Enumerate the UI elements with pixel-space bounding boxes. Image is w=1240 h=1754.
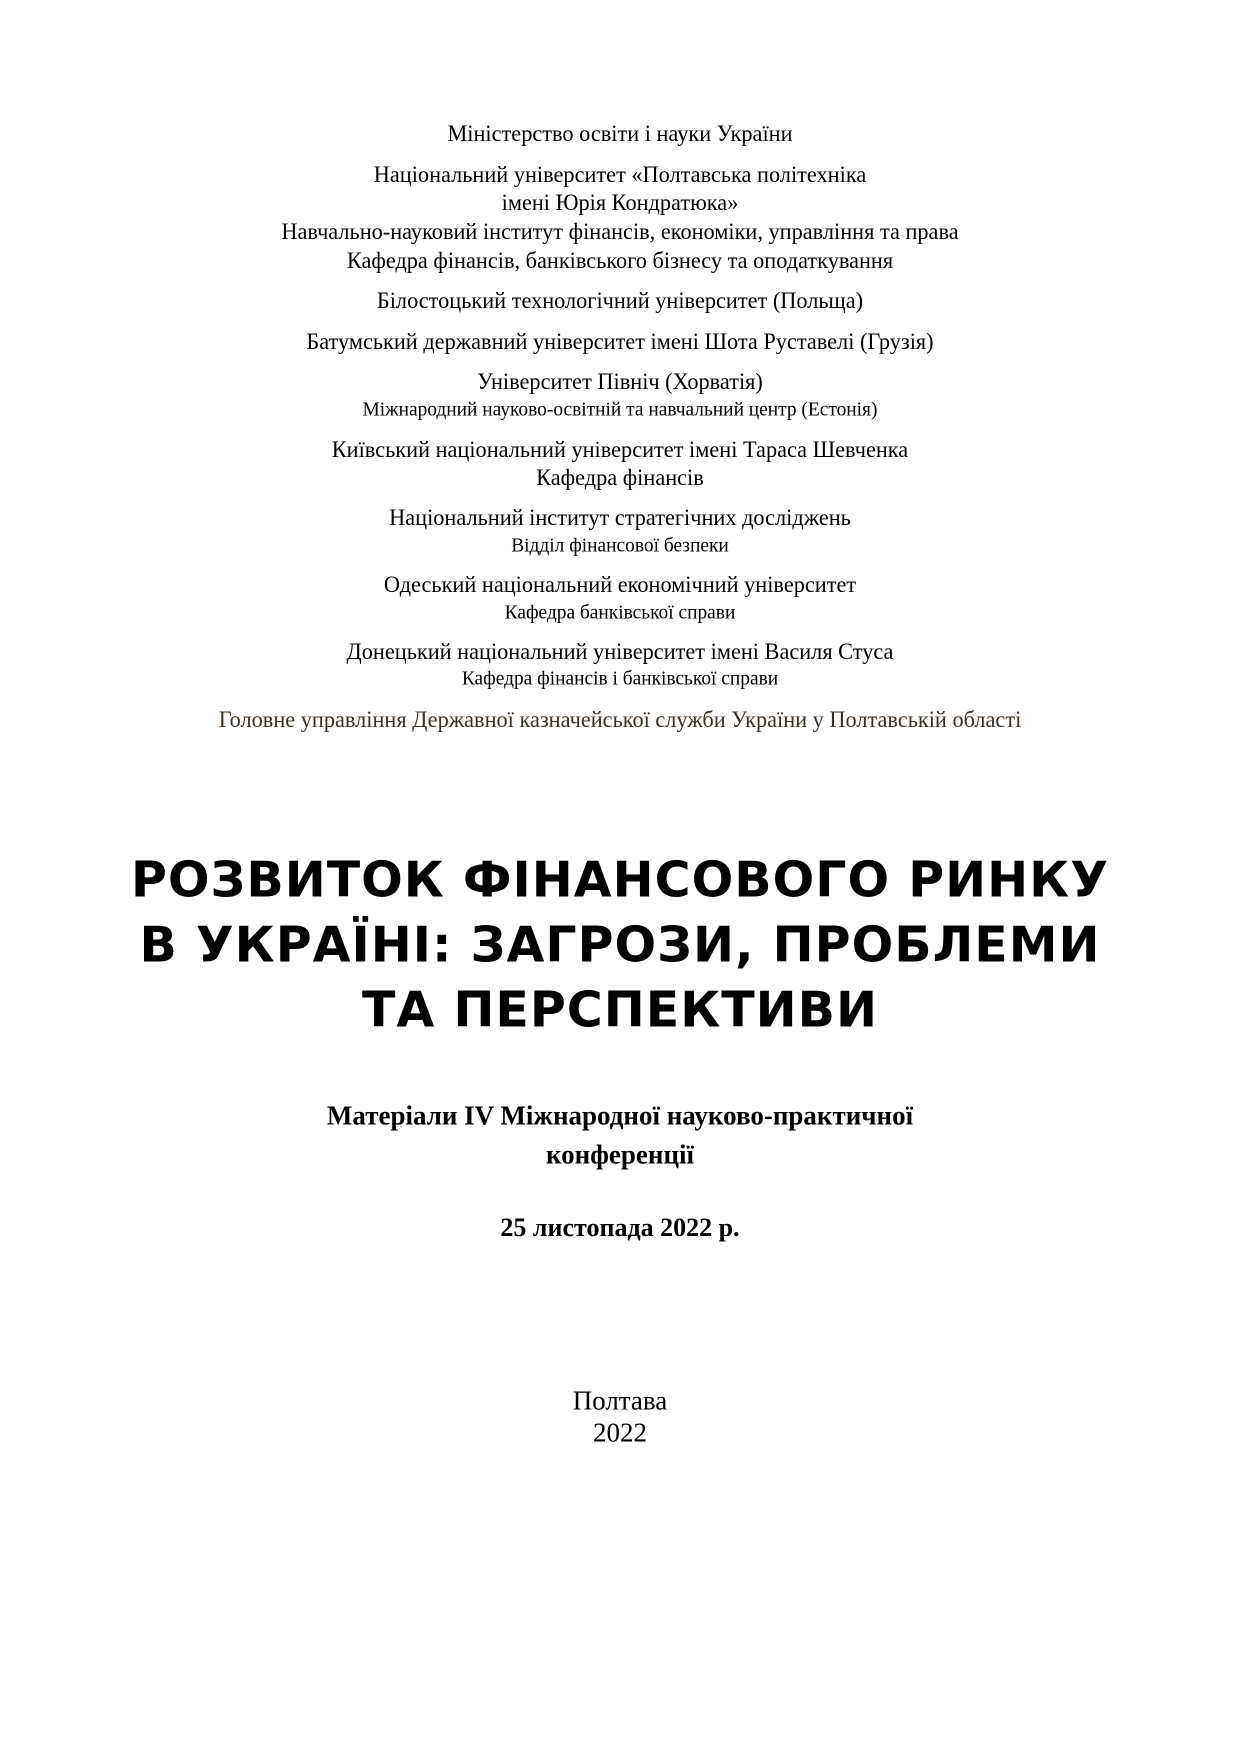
- institution-line: Донецький національний університет імені Василя Стуса: [346, 639, 894, 664]
- city: Полтава: [572, 1385, 668, 1416]
- title-line: ТА ПЕРСПЕКТИВИ: [361, 981, 879, 1039]
- institution-line: Білостоцький технологічний університет (Польща): [376, 288, 864, 313]
- title-line: В УКРАЇНІ: ЗАГРОЗИ, ПРОБЛЕМИ: [139, 916, 1101, 974]
- year: 2022: [593, 1417, 647, 1448]
- department-line: Відділ фінансової безпеки: [511, 534, 729, 557]
- subtitle-line: конференції: [545, 1139, 695, 1170]
- subtitle-line: Матеріали IV Міжнародної науково-практичної: [326, 1100, 914, 1131]
- conference-date: 25 листопада 2022 р.: [500, 1213, 740, 1242]
- department-line: Кафедра фінансів і банківської справи: [461, 667, 779, 690]
- institution-line: Міжнародний науково-освітній та навчальний центр (Естонія): [362, 398, 878, 421]
- institution-line: Батумський державний університет імені Шота Руставелі (Грузія): [306, 329, 934, 354]
- ministry: Міністерство освіти і науки України: [447, 121, 793, 146]
- institution-line: Національний інститут стратегічних досліджень: [389, 505, 851, 530]
- department-line: Кафедра банківської справи: [504, 601, 736, 624]
- institution-line: Університет Північ (Хорватія): [477, 369, 763, 394]
- department-line: Кафедра фінансів, банківського бізнесу та оподаткування: [346, 248, 894, 273]
- title-line: РОЗВИТОК ФІНАНСОВОГО РИНКУ: [130, 851, 1109, 909]
- institution-line: Одеський національний економічний університет: [383, 572, 857, 597]
- institution-line: Київський національний університет імені Тараса Шевченка: [331, 437, 909, 462]
- treasury-line: Головне управління Державної казначейської служби України у Полтавській області: [218, 707, 1022, 732]
- institution-line: Національний університет «Полтавська політехніка: [373, 162, 867, 187]
- department-line: Кафедра фінансів: [536, 465, 704, 490]
- institution-line: Навчально-науковий інститут фінансів, економіки, управління та права: [281, 219, 959, 244]
- institution-line: імені Юрія Кондратюка»: [501, 190, 739, 215]
